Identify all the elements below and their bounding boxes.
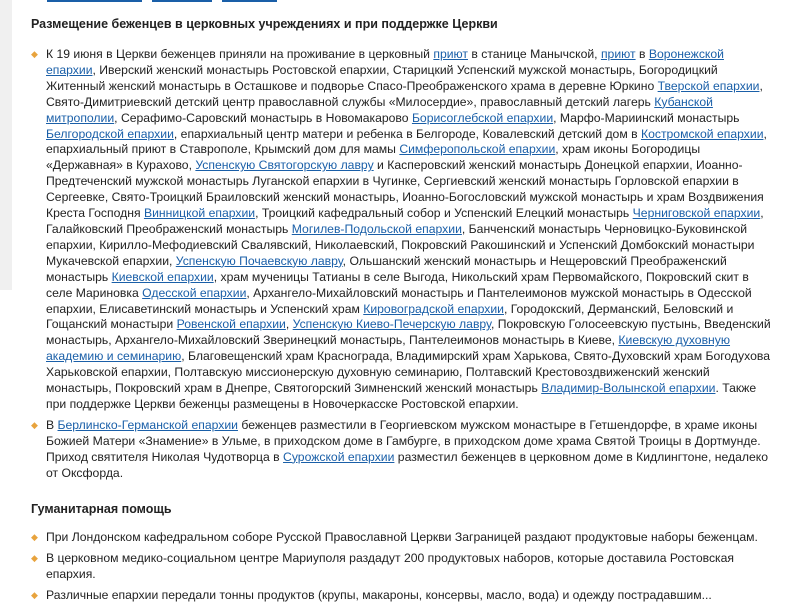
item-text: , Ольшанский женский монастырь и Нещеровский Преображенский монастырь — [46, 253, 727, 284]
item-text: разместил беженцев в церковном доме в Кидлингтоне, недалеко от Оксфорда. — [46, 449, 768, 480]
refugee-placement-list — [31, 47, 776, 486]
list-item — [31, 551, 776, 583]
diocese-link[interactable]: Костромской епархии — [640, 126, 764, 141]
diocese-link[interactable]: Симферопольской епархии — [399, 142, 556, 157]
diocese-link[interactable]: Кировоградской епархии — [363, 301, 504, 316]
list-item — [31, 418, 776, 482]
diocese-link[interactable]: Киевской епархии — [111, 269, 214, 284]
item-text: и Касперовский женский монастырь Донецкой епархии, Иоанно-Предтеченский мужской монастырь Луганской епархии в Чугинке, Сергиевский женский монастырь Горловской епархии в Сергеевке, Свято-Троицкий Браиловский женский монастырь, Иоанно-Богословский мужской монастырь и храм Воздвижения Креста Господня — [46, 158, 764, 221]
diocese-link[interactable]: Берлинско-Германской епархии — [57, 417, 238, 432]
diocese-link[interactable]: Сурожской епархии — [283, 449, 395, 464]
item-text: беженцев разместили в Георгиевском мужском монастыре в Гетшендорфе, в храме иконы Божией Матери «Знамение» в Ульме, в приходском доме в Гамбурге, в приходском доме храма Святой Троицы в Дортмунде. Приход святителя Николая Чудотворца в — [46, 417, 761, 464]
item-text: . Также при поддержке Церкви беженцы размещены в Новочеркасске Ростовской епархии. — [46, 381, 757, 411]
diocese-link[interactable]: Владимир-Волынской епархии — [541, 381, 716, 396]
item-text: , Свято-Димитриевский детский центр православной службы «Милосердие», православный детский лагерь — [46, 78, 763, 109]
diocese-link[interactable]: Ровенской епархии — [176, 317, 286, 332]
diocese-link[interactable]: приют — [433, 47, 468, 61]
item-text: , Троицкий кафедральный собор и Успенский Елецкий монастырь — [255, 206, 633, 221]
list-item — [31, 530, 776, 546]
left-edge-strip — [0, 0, 12, 290]
diocese-link[interactable]: Киевскую духовную академию и семинарию — [46, 333, 731, 364]
item-text: , Архангело-Михайловский монастырь и Пантелеимонов мужской монастырь в Одесской епархии, Елисаветинский монастырь и Успенский храм — [46, 285, 752, 316]
item-text: В — [46, 417, 58, 432]
list-item — [31, 588, 776, 608]
diocese-link[interactable]: Успенскую Киево-Печерскую лавру — [292, 317, 491, 332]
item-text: , Банченский монастырь Черновицко-Буковинской епархии, Кирилло-Мефодиевский Свалявский, Николаевский, Покровский Ракошинский и Успенский Домбокский монастыри Мукачевской епархии, — [46, 221, 755, 268]
top-link-underlines — [47, 0, 287, 2]
item-text: В церковном медико-социальном центре Мариуполя раздадут 200 продуктовых наборов, которые доставила Ростовская епархия. — [46, 550, 735, 581]
item-text: , Благовещенский храм Краснограда, Владимирский храм Харькова, Свято-Духовский храм Богодухова Харьковской епархии, Полтавскую миссионерскую духовную семинарию, Полтавский Крестовоздвиженский женский монастырь, Покровский храм в Днепре, Святогорский Зимненский женский монастырь — [46, 349, 770, 396]
item-text: , Серафимо-Саровский монастырь в Новомакарово — [114, 110, 412, 125]
diocese-link[interactable]: Борисоглебской епархии — [411, 110, 554, 125]
item-text: в станице Манычской, — [467, 47, 601, 61]
item-text: , епархиальный центр матери и ребенка в Белгороде, Ковалевский детский дом в — [173, 126, 641, 141]
item-text: Различные епархии передали тонны продуктов (крупы, макароны, консервы, масло, вода) и одежду пострадавшим... — [46, 587, 712, 602]
diocese-link[interactable]: Белгородской епархии — [46, 126, 174, 141]
item-text: , Марфо-Мариинский монастырь — [553, 110, 740, 125]
diocese-link[interactable]: приют — [600, 47, 636, 61]
list-item — [31, 47, 776, 413]
diocese-link[interactable]: Кубанской митрополии — [46, 94, 713, 125]
item-text: , Покровскую Голосеевскую пустынь, Введенский монастырь, Архангело-Михайловский Зверинецкий монастырь, Пантелеимонов монастырь в Киеве, — [46, 317, 771, 348]
section-title-refugee-placement: Размещение беженцев в церковных учреждениях и при поддержке Церкви — [31, 17, 498, 31]
humanitarian-aid-list — [31, 530, 776, 613]
diocese-link[interactable]: Одесской епархии — [142, 285, 247, 300]
item-text: , храм мученицы Татианы в селе Выгода, Никольский храм Первомайского, Покровский скит в селе Мариновка — [46, 269, 749, 300]
diocese-link[interactable]: Успенскую Святогорскую лавру — [195, 158, 374, 173]
item-text: , Городокский, Дерманский, Беловский и Гощанский монастыри — [46, 301, 734, 332]
diocese-link[interactable]: Могилев-Подольской епархии — [291, 221, 462, 236]
item-text: При Лондонском кафедральном соборе Русской Православной Церкви Заграницей раздают продуктовые наборы беженцам. — [46, 530, 758, 544]
diocese-link[interactable]: Успенскую Почаевскую лавру — [175, 253, 343, 268]
diocese-link[interactable]: Воронежской епархии — [46, 47, 724, 77]
item-text: , — [285, 317, 293, 332]
item-text: , епархиальный приют в Ставрополе, Крымский дом для мамы — [46, 126, 767, 157]
item-text: , Галайковский Преображенский монастырь — [46, 206, 764, 236]
diocese-link[interactable]: Черниговской епархии — [632, 206, 761, 221]
item-text: , Иверский женский монастырь Ростовской епархии, Старицкий Успенский мужской монастырь, Богородицкий Житенный женский монастырь в Осташкове и подворье Спасо-Преображенского храма в деревне Юркино — [46, 62, 718, 93]
diocese-link[interactable]: Тверской епархии — [657, 78, 760, 93]
diocese-link[interactable]: Винницкой епархии — [143, 206, 256, 221]
section-title-humanitarian-aid: Гуманитарная помощь — [31, 502, 172, 516]
item-text: К 19 июня в Церкви беженцев приняли на проживание в церковный — [46, 47, 434, 61]
item-text: в — [635, 47, 649, 61]
item-text: , храм иконы Богородицы «Державная» в Курахово, — [46, 142, 701, 173]
